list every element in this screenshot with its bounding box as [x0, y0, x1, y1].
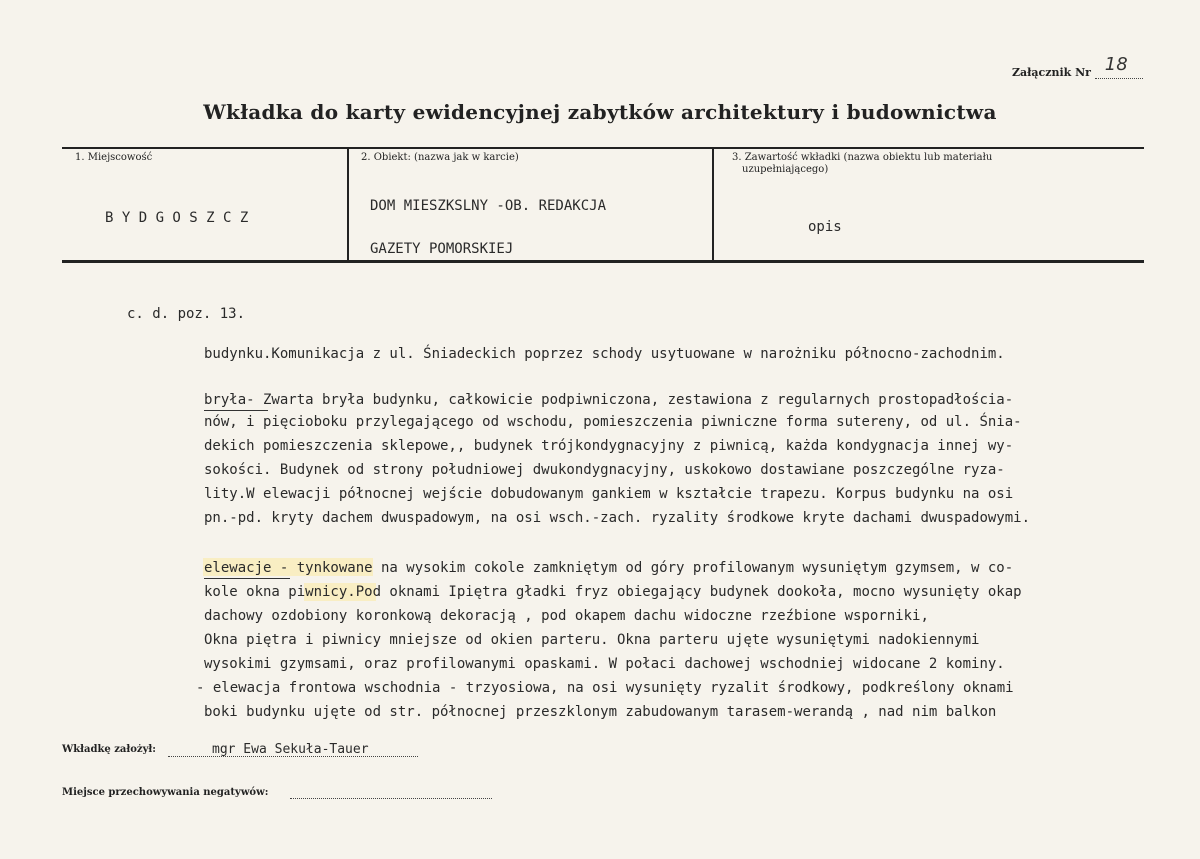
attachment-label: Załącznik Nr — [1012, 66, 1091, 79]
body-line: nów, i pięcioboku przylegającego od wschodu, pomieszczenia piwniczne forma sutereny, od ul. Śnia- — [204, 414, 1022, 430]
author-value: mgr Ewa Sekuła-Tauer — [212, 742, 369, 757]
content-value: opis — [808, 219, 842, 235]
continuation-note: c. d. poz. 13. — [127, 306, 246, 322]
negatives-dotted-line — [290, 798, 492, 799]
author-label: Wkładkę założył: — [62, 744, 156, 755]
column-divider-2 — [712, 148, 714, 261]
body-line: dekich pomieszczenia sklepowe,, budynek trójkondygnacyjny z piwnicą, każda kondygnacja innej wy- — [204, 438, 1014, 454]
column-divider-1 — [347, 148, 349, 261]
body-line: kole okna piwnicy.Pod oknami Ipiętra gładki fryz obiegający budynek dookoła, mocno wysunięty okap — [204, 584, 1022, 600]
body-line: - elewacja frontowa wschodnia - trzyosiowa, na osi wysunięty ryzalit środkowy, podkreślony oknami — [196, 680, 1014, 696]
body-line: pn.-pd. kryty dachem dwuspadowym, na osi wsch.-zach. ryzality środkowe kryte dachami dwuspadowymi. — [204, 510, 1031, 526]
section-underline-elewacje — [204, 566, 290, 579]
negatives-location-label: Miejsce przechowywania negatywów: — [62, 787, 269, 798]
locality-value: B Y D G O S Z C Z — [105, 210, 249, 226]
column-heading-content: 3. Zawartość wkładki (nazwa obiektu lub materiału uzupełniającego) — [732, 152, 993, 175]
body-line: wysokimi gzymsami, oraz profilowanymi opaskami. W połaci dachowej wschodniej widocane 2 kominy. — [204, 656, 1005, 672]
column-heading-locality: 1. Miejscowość — [75, 152, 153, 163]
object-name-line-1: DOM MIESZKSLNY -OB. REDAKCJA — [370, 198, 607, 214]
body-line: Okna piętra i piwnicy mniejsze od okien parteru. Okna parteru ujęte wysuniętymi nadokiennymi — [204, 632, 980, 648]
attachment-number — [1012, 54, 1143, 79]
table-bottom-rule — [62, 260, 1144, 263]
column-heading-object: 2. Obiekt: (nazwa jak w karcie) — [361, 152, 519, 163]
page-title: Wkładka do karty ewidencyjnej zabytków architektury i budownictwa — [203, 100, 997, 124]
body-line: bryła- Zwarta bryła budynku, całkowicie podpiwniczona, zestawiona z regularnych prostopadłościa- — [204, 392, 1014, 408]
body-line: lity.W elewacji północnej wejście dobudowanym gankiem w kształcie trapezu. Korpus budynku na osi — [204, 486, 1014, 502]
body-line: budynku.Komunikacja z ul. Śniadeckich poprzez schody usytuowane w narożniku północno-zachodnim. — [204, 346, 1005, 362]
attachment-number-value: 18 — [1104, 54, 1128, 75]
body-line: elewacje - tynkowane na wysokim cokole zamkniętym od góry profilowanym wysuniętym gzymsem, w co- — [204, 560, 1014, 576]
body-line: sokości. Budynek od strony południowej dwukondygnacyjny, uskokowo dostawiane poszczególne ryza- — [204, 462, 1005, 478]
table-top-rule — [62, 147, 1144, 149]
object-name-line-2: GAZETY POMORSKIEJ — [370, 241, 514, 257]
body-line: boki budynku ujęte od str. północnej przeszklonym zabudowanym tarasem-werandą , nad nim balkon — [204, 704, 997, 720]
body-line: dachowy ozdobiony koronkową dekoracją , pod okapem dachu widoczne rzeźbione wsporniki, — [204, 608, 929, 624]
section-underline-bryla — [204, 398, 268, 411]
